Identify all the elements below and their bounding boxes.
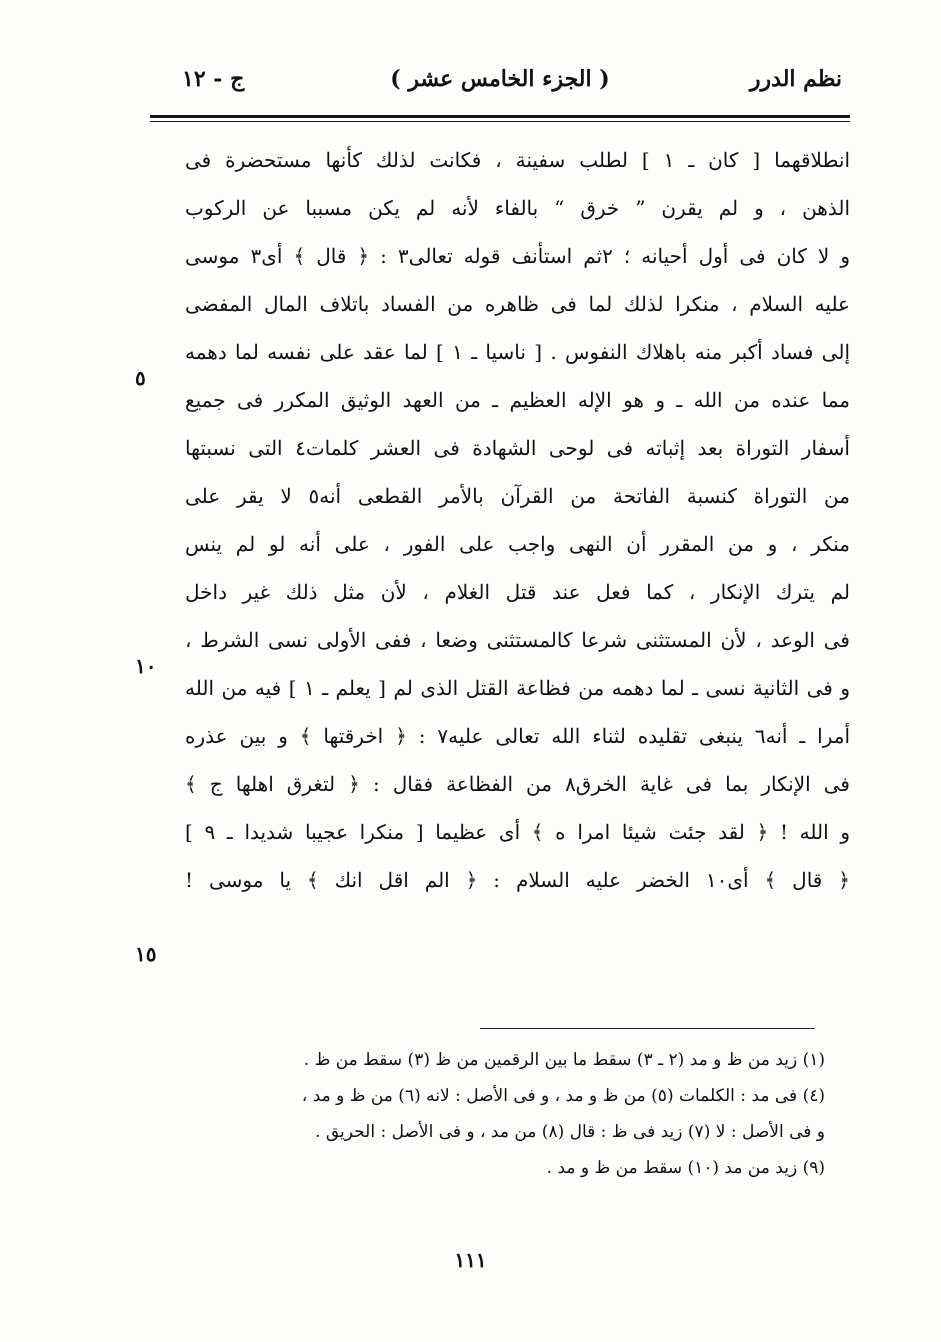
footnote-line: و فى الأصل : لا (٧) زيد فى ظ : قال (٨) من مد ، و فى الأصل : الحريق . <box>315 1122 825 1142</box>
text-line: من التوراة كنسبة الفاتحة من القرآن بالأمر القطعى أنه٥ لا يقر على <box>185 484 850 508</box>
text-line: و فى الثانية نسى ـ لما دهمه من فظاعة القتل الذى لم [ يعلم ـ ١ ] فيه من الله <box>185 676 850 700</box>
text-line: عليه السلام ، منكرا لذلك لما فى ظاهره من الفساد باتلاف المال المفضى <box>185 292 850 316</box>
book-title: نظم الدرر <box>749 66 842 92</box>
text-line: مما عنده من الله ـ و هو الإله العظيم ـ من العهد الوثيق المكرر فى جميع <box>185 388 850 412</box>
text-line: و الله ! ﴿ لقد جئت شيئا امرا ه ﴾ أى عظيما [ منكرا عجيبا شديدا ـ ٩ ] <box>185 820 850 844</box>
line-number-5: ٥ <box>135 366 146 390</box>
footnote-line: (٩) زيد من مد (١٠) سقط من ظ و مد . <box>546 1158 825 1178</box>
part-title: ( الجزء الخامس عشر ) <box>390 66 610 92</box>
text-line: منكر ، و من المقرر أن النهى واجب على الفور ، على أنه لو لم ينس <box>185 532 850 556</box>
running-header <box>150 66 850 106</box>
text-line: لم يترك الإنكار ، كما فعل عند قتل الغلام ، لأن مثل ذلك غير داخل <box>185 580 850 604</box>
line-number-10: ١٠ <box>135 654 157 678</box>
text-line: ﴿ قال ﴾ أى١٠ الخضر عليه السلام : ﴿ الم اقل انك ﴾ يا موسى ! <box>185 868 850 892</box>
footnote-separator <box>480 1028 815 1029</box>
text-line: الذهن ، و لم يقرن ” خرق “ بالفاء لأنه لم يكن مسببا عن الركوب <box>185 196 850 220</box>
text-line: فى الوعد ، لأن المستثنى شرعا كالمستثنى وضعا ، ففى الأولى نسى الشرط ، <box>185 628 850 652</box>
text-line: إلى فساد أكبر منه باهلاك النفوس . [ ناسيا ـ ١ ] لما عقد على نفسه لما دهمه <box>185 340 850 364</box>
page-number: ١١١ <box>454 1248 487 1272</box>
footnote-line: (١) زيد من ظ و مد (٢ ـ ٣) سقط ما بين الرقمين من ظ (٣) سقط من ظ . <box>303 1050 825 1070</box>
header-rule-thin <box>150 121 850 122</box>
main-text <box>185 136 850 904</box>
header-rule-thick <box>150 115 850 118</box>
text-line: أسفار التوراة بعد إثباته فى لوحى الشهادة فى العشر كلمات٤ التى نسبتها <box>185 436 850 460</box>
text-line: و لا كان فى أول أحيانه ؛ ٢ثم استأنف قوله تعالى٣ : ﴿ قال ﴾ أى٣ موسى <box>185 244 850 268</box>
volume-number: ج - ١٢ <box>182 66 245 92</box>
text-line: انطلاقهما [ كان ـ ١ ] لطلب سفينة ، فكانت لذلك كأنها مستحضرة فى <box>185 148 850 172</box>
text-line: فى الإنكار بما فى غاية الخرق٨ من الفظاعة فقال : ﴿ لتغرق اهلها ج ﴾ <box>185 772 850 796</box>
text-line: أمرا ـ أنه٦ ينبغى تقليده لثناء الله تعالى عليه٧ : ﴿ اخرقتها ﴾ و بين عذره <box>185 724 850 748</box>
footnotes <box>175 1042 825 1186</box>
line-number-15: ١٥ <box>135 942 157 966</box>
footnote-line: (٤) فى مد : الكلمات (٥) من ظ و مد ، و فى الأصل : لانه (٦) من ظ و مد ، <box>301 1086 825 1106</box>
